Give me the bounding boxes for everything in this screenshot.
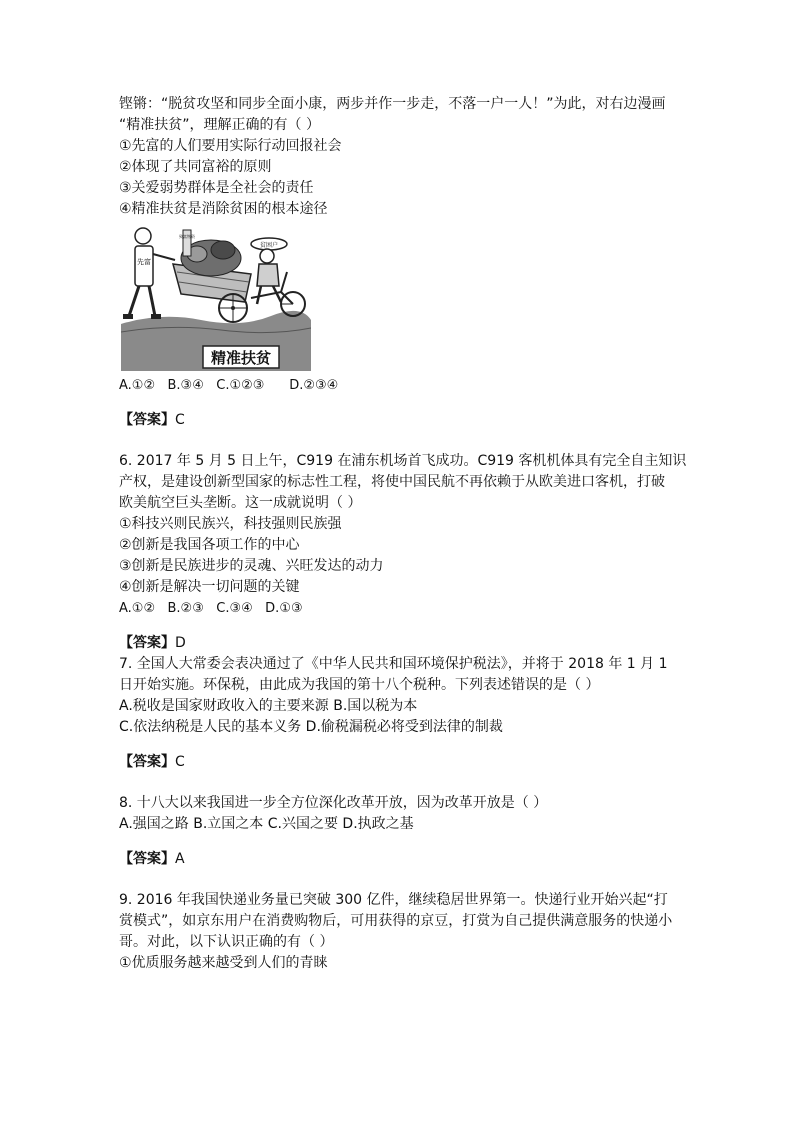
choice-item: C.依法纳税是人民的基本义务 D.偷税漏税必将受到法律的制裁 [119, 719, 503, 735]
cartoon-caption: 精准扶贫 [210, 349, 272, 367]
question-text-line: 铿锵：“脱贫攻坚和同步全面小康，两步并作一步走，不落一户一人！”为此，对右边漫画 [119, 96, 666, 112]
cartoon-label-bag: 致富物资 [179, 234, 195, 239]
question-text-line: 欧美航空巨头垄断。这一成就说明（ ） [119, 495, 362, 511]
question-text-line: 8. 十八大以来我国进一步全方位深化改革开放，因为改革开放是（ ） [119, 795, 548, 811]
question-6 [119, 451, 687, 654]
answer-value: C [175, 412, 185, 428]
question-text-line: 日开始实施。环保税，由此成为我国的第十八个税种。下列表述错误的是（ ） [119, 677, 600, 693]
choice-item: ③创新是民族进步的灵魂、兴旺发达的动力 [119, 558, 384, 574]
answer-line [119, 752, 679, 773]
cartoon-label-hat: 贫困户 [259, 242, 279, 249]
question-text-line: 9. 2016 年我国快递业务量已突破 300 亿件，继续稳居世界第一。快递行业开始兴起“打 [119, 892, 668, 908]
question-text-line: 6. 2017 年 5 月 5 日上午，C919 在浦东机场首飞成功。C919 客机机体具有完全自主知识 [119, 453, 687, 469]
choice-item: ④创新是解决一切问题的关键 [119, 579, 300, 595]
answer-label: 【答案】 [119, 412, 175, 428]
answer-value: D [175, 635, 186, 651]
question-text-line: 产权，是建设创新型国家的标志性工程，将使中国民航不再依赖于从欧美进口客机，打破 [119, 474, 665, 490]
question-5 [119, 94, 679, 431]
answer-label: 【答案】 [119, 754, 175, 770]
answer-value: A [175, 851, 185, 867]
choice-item: ③关爱弱势群体是全社会的责任 [119, 180, 314, 196]
choice-item: ②创新是我国各项工作的中心 [119, 537, 300, 553]
question-text-line: 7. 全国人大常委会表决通过了《中华人民共和国环境保护税法》，并将于 2018 年 1 月 1 [119, 656, 668, 672]
document-page [119, 94, 687, 974]
answer-options: A.①② B.③④ C.①②③ D.②③④ [119, 378, 339, 393]
question-8 [119, 793, 679, 870]
answer-line [119, 849, 679, 870]
choice-item: ④精准扶贫是消除贫困的根本途径 [119, 201, 328, 217]
poverty-alleviation-cartoon [121, 224, 311, 371]
choice-item: ②体现了共同富裕的原则 [119, 159, 272, 175]
question-text-line: 哥。对此，以下认识正确的有（ ） [119, 934, 334, 950]
choice-item: ①优质服务越来越受到人们的青睐 [119, 955, 328, 971]
answer-label: 【答案】 [119, 635, 175, 651]
question-9 [119, 890, 679, 974]
answer-label: 【答案】 [119, 851, 175, 867]
choice-item: ①先富的人们要用实际行动回报社会 [119, 138, 342, 154]
question-text-line: “精准扶贫”，理解正确的有（ ） [119, 117, 320, 133]
answer-line [119, 633, 679, 654]
choice-item: ①科技兴则民族兴，科技强则民族强 [119, 516, 342, 532]
answer-options: A.①② B.②③ C.③④ D.①③ [119, 601, 303, 616]
answer-line [119, 410, 679, 431]
question-text-line: 赏模式”，如京东用户在消费购物后，可用获得的京豆，打赏为自己提供满意服务的快递小 [119, 913, 673, 929]
choice-item: A.强国之路 B.立国之本 C.兴国之要 D.执政之基 [119, 816, 414, 832]
cartoon-label-left: 先富 [137, 258, 151, 266]
answer-value: C [175, 754, 185, 770]
question-7 [119, 654, 679, 773]
choice-item: A.税收是国家财政收入的主要来源 B.国以税为本 [119, 698, 418, 714]
